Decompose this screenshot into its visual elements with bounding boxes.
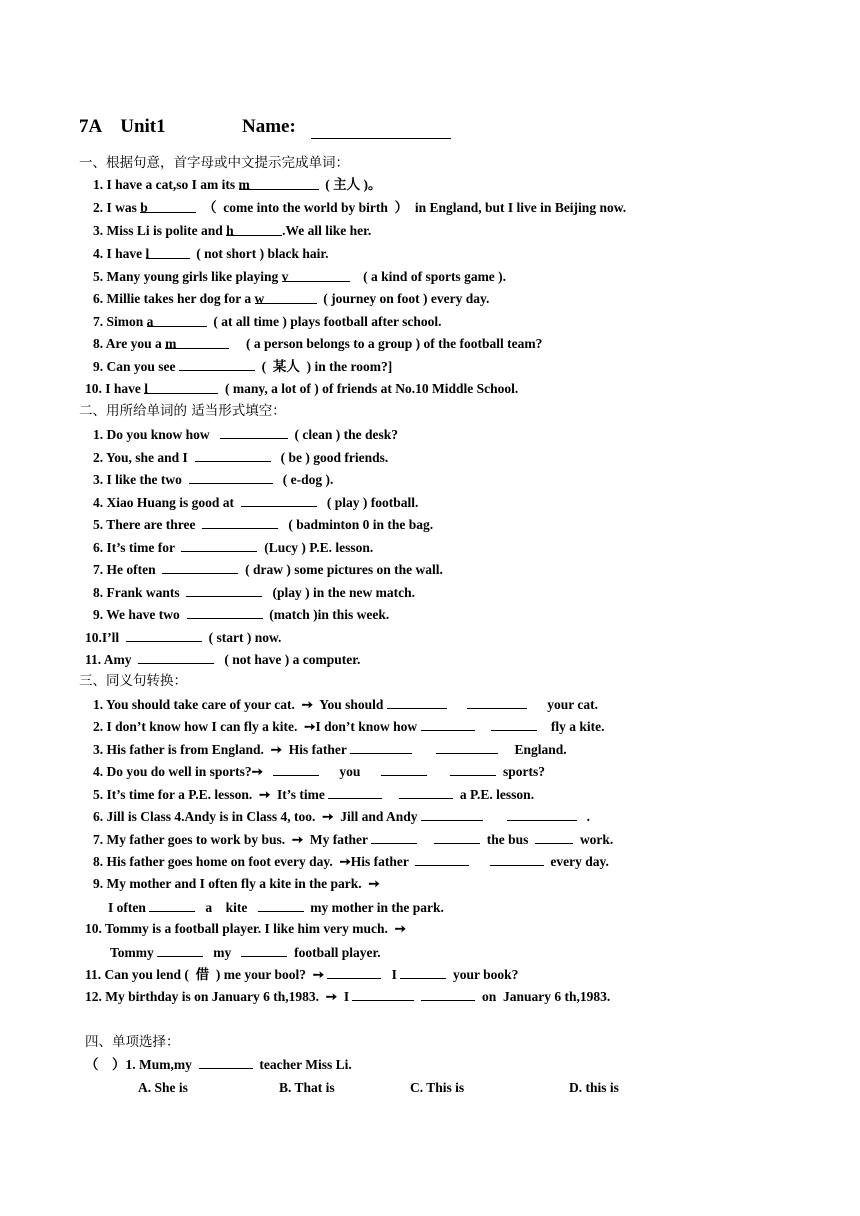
answer-blank[interactable]: [241, 494, 317, 507]
s2-item-6: 6. It’s time for (Lucy ) P.E. lesson.: [93, 540, 374, 555]
answer-blank[interactable]: [157, 944, 203, 957]
answer-blank[interactable]: l: [146, 246, 190, 259]
answer-blank[interactable]: [535, 831, 573, 844]
answer-blank[interactable]: [187, 606, 263, 619]
answer-blank[interactable]: [400, 966, 446, 979]
s3-item-1: 1. You should take care of your cat. ➙ You should your cat.: [93, 697, 598, 712]
s2-item-5: 5. There are three ( badminton 0 in the bag.: [93, 517, 434, 532]
unit-label: Unit1: [120, 116, 166, 137]
s2-item-4: 4. Xiao Huang is good at ( play ) football.: [93, 495, 419, 510]
answer-blank[interactable]: [421, 808, 483, 821]
section-4-title: 四、单项选择：: [85, 1034, 180, 1050]
section-2-title: 二、用所给单词的 适当形式填空：: [79, 403, 286, 419]
s3-item-4: 4. Do you do well in sports?➙ you sports?: [93, 764, 545, 779]
s1-item-8: 8. Are you a m ( a person belongs to a group ) of the football team?: [93, 336, 543, 351]
answer-blank[interactable]: [421, 718, 475, 731]
answer-blank[interactable]: [220, 426, 288, 439]
s4-option-c[interactable]: C. This is: [410, 1080, 465, 1095]
name-label: Name:: [242, 116, 296, 137]
s3-item-7: 7. My father goes to work by bus. ➙ My father the bus work.: [93, 832, 614, 847]
answer-blank[interactable]: m: [165, 336, 229, 349]
s3-item-11: 11. Can you lend ( 借 ) me your bool? ➙ I your book?: [85, 967, 519, 982]
answer-blank[interactable]: v: [282, 269, 350, 282]
answer-blank[interactable]: [415, 853, 469, 866]
name-blank[interactable]: [311, 138, 451, 139]
section-3-title: 三、同义句转换：: [79, 673, 187, 689]
answer-blank[interactable]: [371, 831, 417, 844]
s3-item-9: 9. My mother and I often fly a kite in the park. ➙: [93, 876, 380, 891]
s2-item-3: 3. I like the two ( e-dog ).: [93, 472, 334, 487]
answer-blank[interactable]: [258, 899, 304, 912]
s3-item-9-answer: I often a kite my mother in the park.: [108, 900, 444, 915]
answer-blank[interactable]: [138, 651, 214, 664]
answer-blank[interactable]: [490, 853, 544, 866]
answer-blank[interactable]: [273, 763, 319, 776]
s4-option-a[interactable]: A. She is: [138, 1080, 188, 1095]
answer-blank[interactable]: [436, 741, 498, 754]
s2-item-7: 7. He often ( draw ) some pictures on the wall.: [93, 562, 443, 577]
s1-item-3: 3. Miss Li is polite and h .We all like her.: [93, 223, 372, 238]
s1-item-1: 1. I have a cat,so I am its m ( 主人 )。: [93, 177, 382, 192]
answer-blank[interactable]: w: [255, 291, 317, 304]
s1-item-2: 2. I was b （ come into the world by birth ） in England, but I live in Beijing now.: [93, 200, 627, 215]
answer-blank[interactable]: [399, 786, 453, 799]
answer-blank[interactable]: [434, 831, 480, 844]
answer-blank[interactable]: [421, 988, 475, 1001]
s1-item-5: 5. Many young girls like playing v ( a kind of sports game ).: [93, 269, 507, 284]
s1-item-7: 7. Simon a ( at all time ) plays football after school.: [93, 314, 442, 329]
answer-blank[interactable]: [162, 561, 238, 574]
s1-item-6: 6. Millie takes her dog for a w ( journey on foot ) every day.: [93, 291, 490, 306]
answer-blank[interactable]: [186, 584, 262, 597]
answer-blank[interactable]: [181, 539, 257, 552]
answer-blank[interactable]: [179, 358, 255, 371]
answer-blank[interactable]: [450, 763, 496, 776]
answer-blank[interactable]: a: [147, 314, 207, 327]
s3-item-2: 2. I don’t know how I can fly a kite. ➙I don’t know how fly a kite.: [93, 719, 605, 734]
answer-blank[interactable]: [126, 629, 202, 642]
answer-blank[interactable]: [491, 718, 537, 731]
s2-item-2: 2. You, she and I ( be ) good friends.: [93, 450, 389, 465]
s4-option-b[interactable]: B. That is: [279, 1080, 335, 1095]
s3-item-10: 10. Tommy is a football player. I like him very much. ➙: [85, 921, 406, 936]
answer-blank[interactable]: [241, 944, 287, 957]
answer-blank[interactable]: [381, 763, 427, 776]
answer-blank[interactable]: [350, 741, 412, 754]
answer-blank[interactable]: [149, 899, 195, 912]
s1-item-10: 10. I have l ( many, a lot of ) of friends at No.10 Middle School.: [85, 381, 519, 396]
answer-blank[interactable]: [467, 696, 527, 709]
answer-blank[interactable]: b: [140, 200, 196, 213]
answer-blank[interactable]: [195, 449, 271, 462]
s1-item-4: 4. I have l ( not short ) black hair.: [93, 246, 329, 261]
s3-item-3: 3. His father is from England. ➙ His father England.: [93, 742, 567, 757]
s3-item-6: 6. Jill is Class 4.Andy is in Class 4, too. ➙ Jill and Andy .: [93, 809, 591, 824]
s2-item-1: 1. Do you know how ( clean ) the desk?: [93, 427, 399, 442]
answer-blank[interactable]: h: [226, 223, 282, 236]
s2-item-9: 9. We have two (match )in this week.: [93, 607, 390, 622]
answer-blank[interactable]: [387, 696, 447, 709]
s2-item-11: 11. Amy ( not have ) a computer.: [85, 652, 361, 667]
s1-item-9: 9. Can you see ( 某人 ) in the room?]: [93, 359, 393, 374]
s4-question-1: （ ）1. Mum,my teacher Miss Li.: [85, 1057, 352, 1072]
s3-item-8: 8. His father goes home on foot every day. ➙His father every day.: [93, 854, 609, 869]
answer-blank[interactable]: m: [239, 177, 319, 190]
s2-item-8: 8. Frank wants (play ) in the new match.: [93, 585, 416, 600]
s3-item-10-answer: Tommy my football player.: [110, 945, 381, 960]
answer-blank[interactable]: [199, 1056, 253, 1069]
answer-blank[interactable]: [328, 786, 382, 799]
answer-blank[interactable]: [202, 516, 278, 529]
answer-blank[interactable]: [507, 808, 577, 821]
worksheet-title: [79, 116, 296, 138]
s3-item-12: 12. My birthday is on January 6 th,1983. ➙ I on January 6 th,1983.: [85, 989, 611, 1004]
answer-blank[interactable]: [189, 471, 273, 484]
answer-blank[interactable]: l: [144, 381, 218, 394]
answer-blank[interactable]: [352, 988, 414, 1001]
s4-option-d[interactable]: D. this is: [569, 1080, 619, 1095]
section-1-title: 一、根据句意，首字母或中文提示完成单词：: [79, 155, 349, 171]
grade-label: 7A: [79, 116, 103, 137]
answer-blank[interactable]: [327, 966, 381, 979]
s3-item-5: 5. It’s time for a P.E. lesson. ➙ It’s time a P.E. lesson.: [93, 787, 535, 802]
s2-item-10: 10.I’ll ( start ) now.: [85, 630, 282, 645]
